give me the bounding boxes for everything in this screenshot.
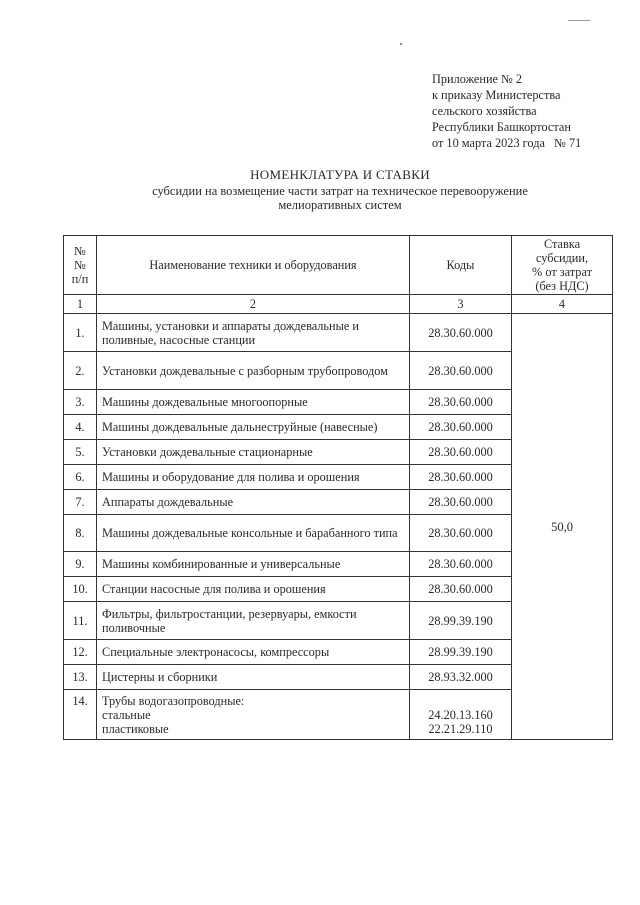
row-name: Машины, установки и аппараты дождевальные и поливные, насосные станции: [97, 314, 410, 352]
row-name: Машины комбинированные и универсальные: [97, 552, 410, 577]
row-num: 12.: [64, 640, 97, 665]
row-code: [410, 690, 512, 740]
row-code: 28.30.60.000: [410, 490, 512, 515]
header-num-line: №: [74, 258, 86, 272]
row-num: 2.: [64, 352, 97, 390]
row-code: 28.30.60.000: [410, 515, 512, 552]
row-code: 28.99.39.190: [410, 602, 512, 640]
row-code: 28.99.39.190: [410, 640, 512, 665]
row-name-line: Трубы водогазопроводные:: [102, 694, 245, 708]
row-code-line: 22.21.29.110: [428, 722, 493, 736]
row-num: 11.: [64, 602, 97, 640]
scan-mark: [568, 20, 590, 21]
row-num: 1.: [64, 314, 97, 352]
row-num: 5.: [64, 440, 97, 465]
table-header-row: [64, 236, 613, 295]
column-number: 3: [410, 295, 512, 314]
row-name: Установки дождевальные с разборным трубопроводом: [97, 352, 410, 390]
header-rate: [512, 236, 613, 295]
row-code: 28.93.32.000: [410, 665, 512, 690]
row-code: 28.30.60.000: [410, 352, 512, 390]
row-code: 28.30.60.000: [410, 440, 512, 465]
appendix-line: Республики Башкортостан: [432, 120, 571, 134]
column-number: 2: [97, 295, 410, 314]
row-code: 28.30.60.000: [410, 577, 512, 602]
row-num: 6.: [64, 465, 97, 490]
row-num: 13.: [64, 665, 97, 690]
row-num: 14.: [64, 690, 97, 740]
row-name: Машины дождевальные консольные и барабанного типа: [97, 515, 410, 552]
table-row: [64, 314, 613, 352]
row-name: Машины дождевальные дальнеструйные (навесные): [97, 415, 410, 440]
row-name: Специальные электронасосы, компрессоры: [97, 640, 410, 665]
row-name: Машины и оборудование для полива и орошения: [97, 465, 410, 490]
header-rate-line: (без НДС): [535, 279, 589, 293]
header-num-line: п/п: [71, 272, 89, 286]
row-num: 9.: [64, 552, 97, 577]
subtitle-line: субсидии на возмещение части затрат на техническое перевооружение: [152, 184, 528, 198]
appendix-line: сельского хозяйства: [432, 104, 537, 118]
nomenclature-table: [63, 235, 613, 740]
row-name: Установки дождевальные стационарные: [97, 440, 410, 465]
subtitle-line: мелиоративных систем: [278, 198, 402, 212]
row-code: 28.30.60.000: [410, 390, 512, 415]
row-code: 28.30.60.000: [410, 552, 512, 577]
scan-speck: [400, 43, 402, 45]
row-num: 3.: [64, 390, 97, 415]
row-name: Фильтры, фильтростанции, резервуары, емкости поливочные: [97, 602, 410, 640]
column-number: 4: [512, 295, 613, 314]
header-rate-line: Ставка субсидии,: [535, 237, 589, 265]
header-rate-line: % от затрат: [532, 265, 592, 279]
header-num: [64, 236, 97, 295]
row-name: Аппараты дождевальные: [97, 490, 410, 515]
row-name-line: стальные: [102, 708, 151, 722]
row-num: 4.: [64, 415, 97, 440]
row-name: [97, 690, 410, 740]
row-code: 28.30.60.000: [410, 465, 512, 490]
row-num: 10.: [64, 577, 97, 602]
appendix-line: Приложение № 2: [432, 72, 523, 86]
rate-cell: 50,0: [512, 314, 613, 740]
row-code: 28.30.60.000: [410, 415, 512, 440]
row-name: Машины дождевальные многоопорные: [97, 390, 410, 415]
appendix-line: к приказу Министерства: [432, 88, 561, 102]
row-num: 7.: [64, 490, 97, 515]
row-name: Цистерны и сборники: [97, 665, 410, 690]
appendix-block: [432, 71, 632, 151]
header-num-line: №: [74, 244, 86, 258]
row-name: Станции насосные для полива и орошения: [97, 577, 410, 602]
row-num: 8.: [64, 515, 97, 552]
appendix-line: от 10 марта 2023 года № 71: [432, 136, 582, 150]
column-number: 1: [64, 295, 97, 314]
header-code: Коды: [410, 236, 512, 295]
column-number-row: [64, 295, 613, 314]
row-code-line: 24.20.13.160: [428, 708, 493, 722]
row-name-line: пластиковые: [102, 722, 169, 736]
document-title: НОМЕНКЛАТУРА И СТАВКИ: [250, 167, 430, 182]
header-name: Наименование техники и оборудования: [97, 236, 410, 295]
row-code: 28.30.60.000: [410, 314, 512, 352]
document-subtitle: [60, 184, 620, 212]
